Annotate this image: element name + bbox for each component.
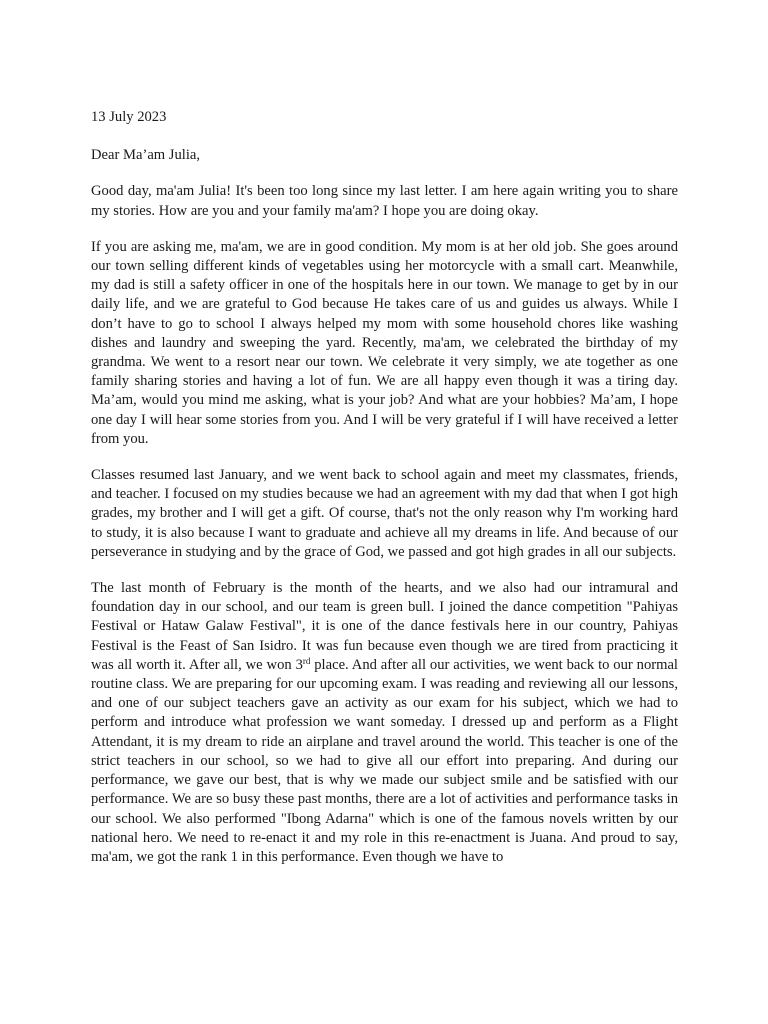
letter-salutation: Dear Ma’am Julia,	[91, 147, 201, 164]
letter-date: 13 July 2023	[91, 109, 167, 125]
letter-body	[91, 108, 678, 884]
paragraph-family-news: If you are asking me, ma'am, we are in good condition. My mom is at her old job. She goes around our town selling different kinds of vegetables using her motorcycle with a small cart. Meanwhile, my dad is still a safety officer in one of the hospitals here in our town. We manage to get by in our daily life, and we are grateful to God because He takes care of us and guides us always. While I don’t have to go to school I always helped my mom with some household chores like washing dishes and laundry and sweeping the yard. Recently, ma'am, we celebrated the birthday of my grandma. We went to a resort near our town. We celebrate it very simply, we ate together as one family sharing stories and having a lot of fun. We are all happy even though it was a tiring day. Ma’am, would you mind me asking, what is your job? And what are your hobbies? Ma’am, I hope one day I will hear some stories from you. And I will be very grateful if I will have received a letter from you.	[91, 238, 678, 447]
paragraph-activities	[91, 579, 678, 867]
paragraph-school-news: Classes resumed last January, and we went back to school again and meet my classmates, friends, and teacher. I focused on my studies because we had an agreement with my dad that when I got high grades, my brother and I will get a gift. Of course, that's not the only reason why I'm working hard to study, it is also because I want to graduate and achieve all my dreams in life. And because of our perseverance in studying and by the grace of God, we passed and got high grades in all our subjects.	[91, 467, 678, 560]
paragraph-activities-part-2: place. And after all our activities, we went back to our normal routine class. We are preparing for our upcoming exam. I was reading and reviewing all our lessons, and one of our subject teachers gave an activity as our exam for his subject, which we had to perform and introduce what profession we want someday. I dressed up and perform as a Flight Attendant, it is my dream to ride an airplane and travel around the world. This teacher is one of the strict teachers in our school, so we had to give all our effort into preparing. And during our performance, we gave our best, that is why we made our subject smile and be satisfied with our performance. We are so busy these past months, there are a lot of activities and performance tasks in our school. We also performed "Ibong Adarna" which is one of the famous novels written by our national hero. We need to re-enact it and my role in this re-enactment is Juana. And proud to say, ma'am, we got the rank 1 in this performance. Even though we have to	[91, 656, 678, 865]
paragraph-activities-part-1: The last month of February is the month of the hearts, and we also had our intramural and foundation day in our school, and our team is green bull. I joined the dance competition "Pahiyas Festival or Hataw Galaw Festival", it is one of the dance festivals here in our country, Pahiyas Festival is the Feast of San Isidro. It was fun because even though we are tired from practicing it was all worth it. After all, we won 3	[91, 580, 678, 673]
paragraph-greeting: Good day, ma'am Julia! It's been too long since my last letter. I am here again writing you to share my stories. How are you and your family ma'am? I hope you are doing okay.	[91, 183, 678, 219]
ordinal-superscript: rd	[302, 655, 311, 666]
